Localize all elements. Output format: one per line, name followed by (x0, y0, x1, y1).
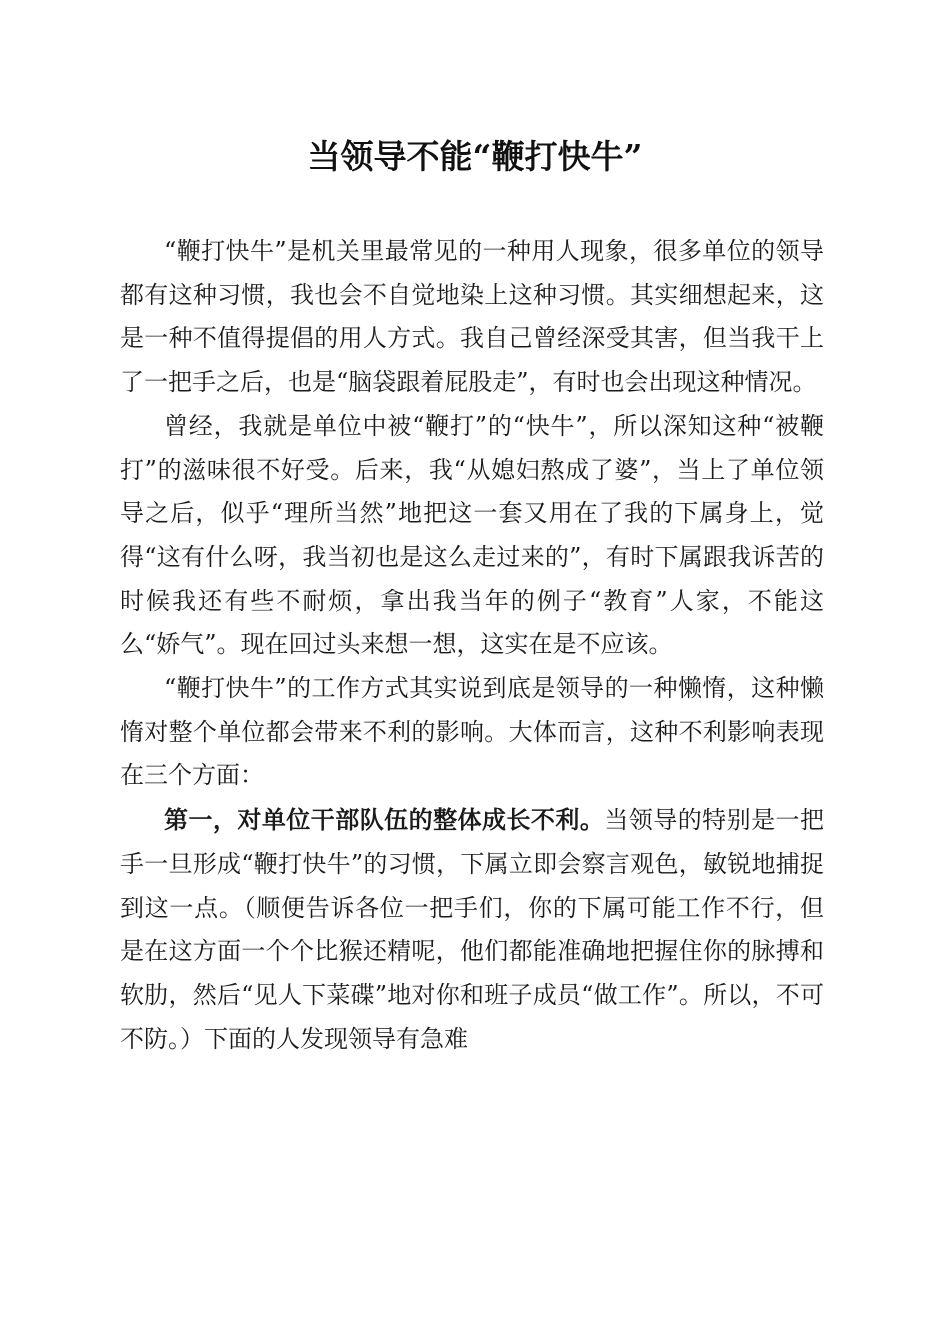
paragraph-1 (120, 230, 824, 405)
paragraph-3 (120, 667, 824, 798)
document-title: 当领导不能“鞭打快牛” (307, 137, 643, 176)
paragraph-text: 曾经，我就是单位中被“鞭打”的“快牛”，所以深知这种“被鞭打”的滋味很不好受。后来，我“从媳妇熬成了婆”，当上了单位领导之后，似乎“理所当然”地把这一套又用在了我的下属身上，觉得“这有什么呀，我当初也是这么走过来的”，有时下属跟我诉苦的时候我还有些不耐烦，拿出我当年的例子“教育”人家，不能这么“娇气”。现在回过头来想一想，这实在是不应该。 (120, 411, 824, 659)
paragraph-lead-heading: 第一，对单位干部队伍的整体成长不利。 (164, 805, 605, 835)
paragraph-text: 当领导的特别是一把手一旦形成“鞭打快牛”的习惯，下属立即会察言观色，敏锐地捕捉到这一点。（顺便告诉各位一把手们，你的下属可能工作不行，但是在这方面一个个比猴还精呢，他们都能准确地把握住你的脉搏和软肋，然后“见人下菜碟”地对你和班子成员“做工作”。所以，不可不防。）下面的人发现领导有急难 (120, 806, 825, 1053)
paragraph-2 (120, 405, 824, 667)
document-body (120, 230, 824, 1061)
paragraph-4 (120, 798, 824, 1061)
paragraph-text: “鞭打快牛”的工作方式其实说到底是领导的一种懒惰，这种懒惰对整个单位都会带来不利的影响。大体而言，这种不利影响表现在三个方面： (120, 674, 824, 790)
paragraph-text: “鞭打快牛”是机关里最常见的一种用人现象，很多单位的领导都有这种习惯，我也会不自觉地染上这种习惯。其实细想起来，这是一种不值得提倡的用人方式。我自己曾经深受其害，但当我干上了一把手之后，也是“脑袋跟着屁股走”，有时也会出现这种情况。 (120, 237, 824, 397)
